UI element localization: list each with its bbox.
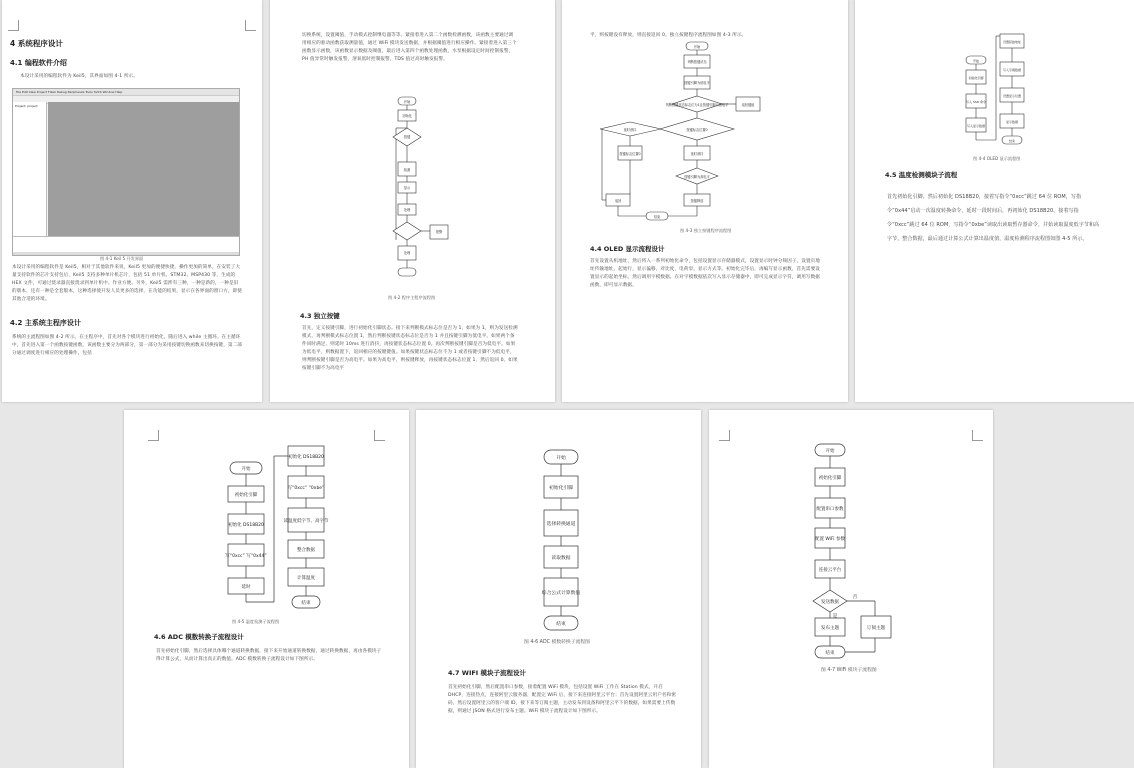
svg-text:检测: 检测 xyxy=(403,168,411,172)
figure-caption: 图 4-2 程序主程序流程图 xyxy=(388,295,436,300)
svg-text:配置串口参数: 配置串口参数 xyxy=(816,507,844,512)
svg-text:读温度低字节、高字节: 读温度低字节、高字节 xyxy=(283,519,329,524)
svg-text:开始: 开始 xyxy=(972,59,980,63)
section-heading: 4.6 ADC 模数转换子流程设计 xyxy=(154,633,244,641)
screenshot-menubar: File Edit View Project Flash Debug Peripherals Tools SVCS Window Help xyxy=(13,89,239,96)
svg-text:结束: 结束 xyxy=(301,601,311,606)
document-page-1 xyxy=(2,0,262,402)
margin-mark xyxy=(374,430,385,441)
svg-text:设置显示位置: 设置显示位置 xyxy=(1002,94,1022,98)
svg-text:延时: 延时 xyxy=(241,585,251,590)
svg-text:写“0xcc” “0xbe”: 写“0xcc” “0xbe” xyxy=(287,486,325,491)
svg-text:初始化 DS18B20: 初始化 DS18B20 xyxy=(288,455,324,460)
svg-text:开始: 开始 xyxy=(556,456,566,461)
body-text: 首先设置从机地址，然后将入一系列初始化命令，包括设置显示存储器模式，设置显示时钟分频因子，设置页地址传输地址，起始行，显示偏移，对比度，电荷泵，显示方式等。初始化完毕后，再编写显示函数，首先需要设置显示的起始坐标，然后调用字模数据。在对字模数据依次写入显示存储器中，即可完成显示字符，调用写数据函数，即可显示数据。 xyxy=(590,259,820,288)
section-heading: 4.1 编程软件介绍 xyxy=(10,59,67,67)
temp-flowchart xyxy=(222,444,332,620)
figure-caption: 图 4-1 Keil 5 开发界面 xyxy=(100,256,144,261)
document-page-7 xyxy=(709,410,993,768)
svg-text:处理: 处理 xyxy=(403,208,411,212)
body-text: 首先初始化引脚，然后选择具体哪个通道转换数据，接下来开始通道转换数据，通过转换数据，再由各模块子得计算公式，从而计算出真正的数值。ADC 模数转换子流程设计如下图所示。 xyxy=(156,649,382,662)
key-flowchart xyxy=(596,38,816,228)
margin-mark xyxy=(8,20,19,31)
document-page-5 xyxy=(124,410,409,768)
svg-text:配置 WiFi 参数: 配置 WiFi 参数 xyxy=(815,537,845,542)
section-heading: 4.3 独立按键 xyxy=(300,312,340,320)
svg-text:写入 SSD 命令: 写入 SSD 命令 xyxy=(965,100,987,104)
chapter-heading: 4 系统程序设计 xyxy=(10,39,63,48)
figure-caption: 图 4-4 OLED 显示流程图 xyxy=(973,156,1021,161)
svg-text:写入字模数据: 写入字模数据 xyxy=(1002,68,1022,72)
body-text: 首先初始化引脚，然后配置串口参数，接着配置 WiFi 模块，包括设置 WiFi 工作在 Station 模式，开启 DHCP，连接热点，连接阿里云服务器，配置完 WiFi 后，接下来连接阿里云平台；首先设置阿里云用户名和密码，然后设置阿里云的客户端 ID，接下来等订阅主题，主动发布到设备和阿里云平下的数据，如果需要上传数据，则通过 JSON 格式进行发布主题。WiFi 模块子流程设计如下图所示。 xyxy=(448,685,677,714)
document-page-4 xyxy=(855,0,1134,402)
document-page-6 xyxy=(416,410,701,768)
margin-mark xyxy=(972,430,983,441)
figure-caption: 图 4-7 WiFi 模块子流程图 xyxy=(821,668,877,673)
flow-end xyxy=(398,268,416,276)
figure-caption: 图 4-5 温度检测子流程图 xyxy=(232,619,280,624)
svg-text:按键标志位置0: 按键标志位置0 xyxy=(619,152,641,156)
figure-caption: 图 4-3 独立按键程序流程图 xyxy=(680,228,732,233)
flow-decision xyxy=(393,222,421,240)
svg-text:选择转换通道: 选择转换通道 xyxy=(546,522,576,527)
margin-mark xyxy=(245,20,256,31)
svg-text:计算温度: 计算温度 xyxy=(297,576,315,581)
svg-text:开始: 开始 xyxy=(241,467,251,472)
body-text: 切换系统，设置阈值，手动模式控制继电器等等。紧接着进入第二个函数检测函数，该函数主要通过调用相应的驱动函数获取测量值，通过 WiFi 模块发送数据，并根据阈值进行相应操作。紧接着进入第三个函数显示函数，该函数显示数据及阈值，最后进入第四个函数处理函数，水泵根据设定时间控制报警，PH 值异常时触发报警，溶氧低时控制报警，TDS 值过高时触发报警。 xyxy=(302,33,517,62)
svg-text:显示: 显示 xyxy=(403,186,411,190)
svg-text:判断按键状态标志位为1且按键引脚为低电平: 判断按键状态标志位为1且按键引脚为低电平 xyxy=(665,103,729,107)
body-text: 本设计采用的编程软件是 Keil5，相对于其他软件来说，Keil5 更加的便捷快捷，操作更加的简单，在安装了大量支持软件的芯片支持包后，Keil5 支持多种单片机芯片，包括 51 单片机、STM32、MSP430 等，生成的 HEX 文件，可通过烧录器直接烧录到单片机中。作业方便。另外，Keil5 需涉有三种，一种是新的，一种是旧的版本，还有一种是全套版本，这种选择使开发人员更多的选择，在功能的结果，显示在各界面的窗口方，即使其他合适的环境。 xyxy=(12,265,242,302)
svg-text:延时消抖: 延时消抖 xyxy=(690,152,704,156)
svg-text:按键释放: 按键释放 xyxy=(690,199,704,203)
svg-text:开始: 开始 xyxy=(403,100,411,104)
section-heading: 4.4 OLED 显示流程设计 xyxy=(590,245,665,253)
svg-text:返回键值: 返回键值 xyxy=(741,103,755,107)
svg-text:显示数据: 显示数据 xyxy=(1005,120,1019,124)
svg-text:结束: 结束 xyxy=(556,622,566,627)
svg-text:发送数据: 发送数据 xyxy=(821,600,839,605)
svg-text:延时消抖: 延时消抖 xyxy=(623,128,637,132)
svg-text:结束: 结束 xyxy=(653,215,661,219)
svg-text:连接云平台: 连接云平台 xyxy=(818,568,842,573)
figure-caption: 图 4-6 ADC 模数转换子流程图 xyxy=(524,640,590,645)
body-text: 首先初始化引脚，然后初始化 DS18B20，接着写指令“0xcc”跳过 64 位 ROM，写指令“0x44”启动一次温度转换命令，延时一段时间后，再初始化 DS18B20，接着写指令“0xcc”跳过 64 位 ROM，写指令“0xbe”读取出读取暂存器命令，并始读取温度低字节和高字节，整合数据，最后通过计算公式计算出温度值，温度检测程序流程图如图 4-5 所示。 xyxy=(887,194,1100,242)
svg-text:设置起始地址: 设置起始地址 xyxy=(1002,40,1022,44)
document-page-3 xyxy=(562,0,848,402)
body-text: 首先，定义按键引脚，进行初始化引脚状态。接下来判断模式标志位是否为 1，如果为 1，则为发送检测模式，再判断模式标志位置 1，然后判断按键状态标志位是否为 1 并且按键引脚为低电平。如果两个条件同时满足，则延时 10ms 进行消抖，再按键状态标志位置 0。再次判断按键引脚是否为低电平。如果为低电平，则数据置下，返回相应的按键键值。如果按键状态标志位不为 1 或者按键引脚不为低电平，则判断按键引脚是否为高电平。如果为高电平，则按键释放，再按键状态标志位置 1，然后返回 0。如果按键引脚不为高电平 xyxy=(302,326,518,371)
svg-text:初始化 DS18B20: 初始化 DS18B20 xyxy=(228,523,264,528)
svg-text:写“0xcc” 写“0x44”: 写“0xcc” 写“0x44” xyxy=(225,554,267,559)
body-text: 平，则按键没有释放，则直接返回 0。独立按键程序流程图如图 4-3 所示。 xyxy=(590,33,747,38)
document-page-2 xyxy=(270,0,555,402)
body-text: 系统的主流程图如图 4-2 所示。在主程序中，首先对各个模块进行初始化，随后进入 while 主循环。在主循环中，首先进入第一个函数按键函数，该函数主要分为两部分，第一部分为采用按键切换函数来切换按键，第二部分通过调度进行相应的处理操作，包括 xyxy=(12,335,242,356)
section-heading: 4.2 主系统主程序设计 xyxy=(10,319,81,327)
svg-text:按键引脚为高电平: 按键引脚为高电平 xyxy=(684,175,710,179)
section-heading: 4.5 温度检测模块子流程 xyxy=(885,171,958,179)
svg-text:否: 否 xyxy=(852,595,858,600)
svg-text:初始化引脚: 初始化引脚 xyxy=(968,76,984,80)
keil-screenshot xyxy=(12,88,240,256)
svg-text:初始化引脚: 初始化引脚 xyxy=(549,486,573,491)
svg-text:是: 是 xyxy=(832,614,838,619)
screenshot-project-tree: Project: project xyxy=(13,102,47,245)
svg-text:按键标志位置0: 按键标志位置0 xyxy=(686,128,708,132)
section-heading: 4.7 WIFI 模块子流程设计 xyxy=(448,669,526,677)
svg-text:整合数据: 整合数据 xyxy=(297,548,315,553)
margin-mark xyxy=(719,430,730,441)
svg-text:初始化引脚: 初始化引脚 xyxy=(234,493,258,498)
svg-text:返回: 返回 xyxy=(614,199,622,203)
screenshot-editor-area xyxy=(48,102,239,237)
svg-text:订阅主题: 订阅主题 xyxy=(867,626,885,631)
svg-text:处理: 处理 xyxy=(403,251,411,255)
svg-text:报警: 报警 xyxy=(435,230,443,234)
svg-text:结束: 结束 xyxy=(825,651,835,656)
main-flowchart xyxy=(370,92,470,287)
screenshot-output-panel xyxy=(13,236,239,252)
svg-text:按键引脚为低电平: 按键引脚为低电平 xyxy=(684,81,710,85)
svg-text:判断按键状态: 判断按键状态 xyxy=(687,60,707,64)
svg-text:读取数据: 读取数据 xyxy=(551,556,571,561)
svg-text:写入显示数据: 写入显示数据 xyxy=(966,124,986,128)
oled-flowchart xyxy=(960,30,1040,160)
body-text: 本设计采用的编程软件为 Keil5，其界面如图 4-1 所示。 xyxy=(20,74,138,79)
svg-text:按键: 按键 xyxy=(403,135,411,139)
screenshot-statusbar xyxy=(13,252,239,255)
wifi-flowchart xyxy=(805,440,915,670)
margin-mark xyxy=(148,430,159,441)
svg-text:初始化: 初始化 xyxy=(402,114,412,118)
svg-text:开始: 开始 xyxy=(825,449,835,454)
svg-text:综合公式计算数值: 综合公式计算数值 xyxy=(541,591,581,596)
svg-text:结束: 结束 xyxy=(1008,139,1016,143)
svg-text:开始: 开始 xyxy=(693,45,701,49)
adc-flowchart xyxy=(534,446,594,636)
svg-text:初始化引脚: 初始化引脚 xyxy=(818,476,842,481)
svg-text:发布主题: 发布主题 xyxy=(821,626,839,631)
